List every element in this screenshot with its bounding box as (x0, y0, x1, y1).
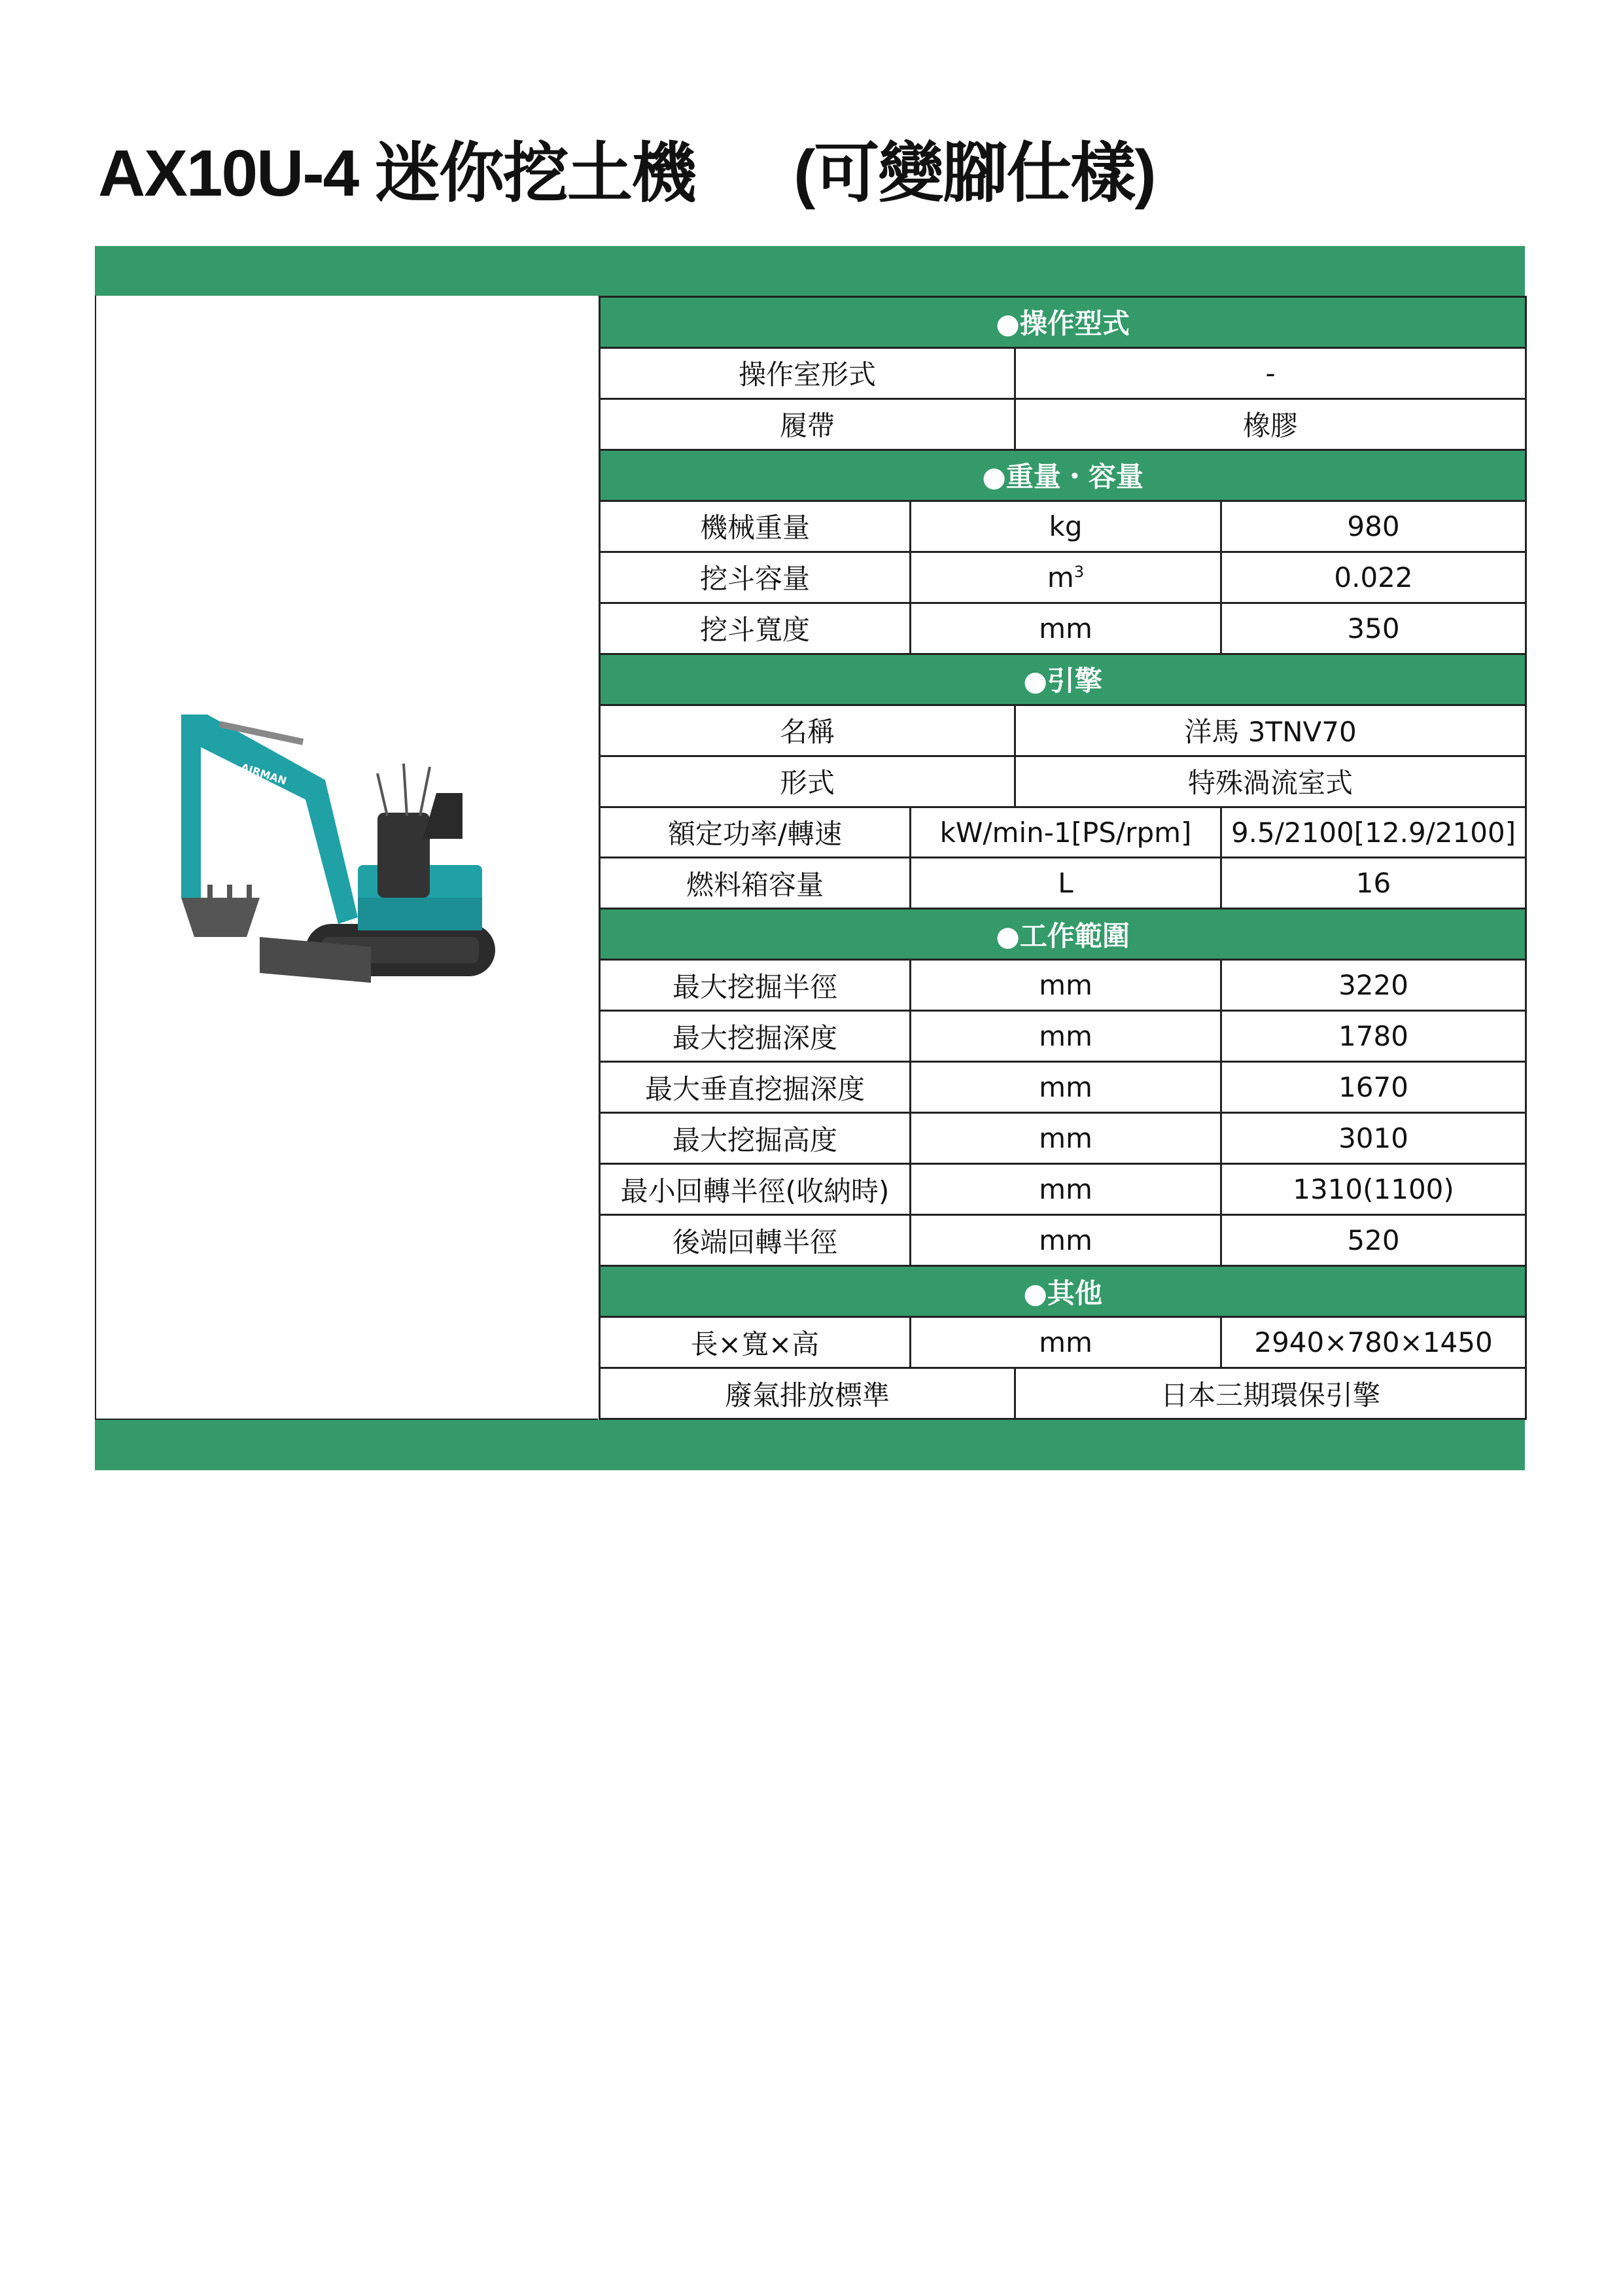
row-label: 履帶 (600, 398, 1015, 450)
row-label: 最大挖掘深度 (600, 1011, 911, 1062)
section-weight-header: ●重量・容量 (600, 450, 1526, 501)
top-green-bar (95, 246, 1525, 296)
row-label: 形式 (600, 756, 1015, 807)
spec-table (599, 296, 1527, 1420)
row-value: 520 (1221, 1215, 1526, 1266)
table-row (600, 960, 1526, 1011)
title-model: AX10U-4 迷你挖土機 (98, 137, 696, 210)
table-row (600, 858, 1526, 909)
row-value: 0.022 (1221, 552, 1526, 603)
row-value: 橡膠 (1015, 398, 1526, 450)
row-value: 特殊渦流室式 (1015, 756, 1526, 807)
row-label: 燃料箱容量 (600, 858, 911, 909)
row-value: 9.5/2100[12.9/2100] (1221, 807, 1526, 858)
row-value: 日本三期環保引擎 (1015, 1368, 1526, 1419)
table-row (600, 705, 1526, 756)
row-label: 額定功率/轉速 (600, 807, 911, 858)
svg-text:AIRMAN: AIRMAN (239, 760, 288, 788)
row-unit: mm (911, 1113, 1221, 1164)
table-row (600, 1368, 1526, 1419)
row-label: 挖斗寬度 (600, 603, 911, 654)
row-label: 最大挖掘半徑 (600, 960, 911, 1011)
row-value: 2940×780×1450 (1221, 1317, 1526, 1368)
row-value: 3220 (1221, 960, 1526, 1011)
table-row (600, 1062, 1526, 1113)
section-operation-header: ●操作型式 (600, 297, 1526, 348)
table-row (600, 1164, 1526, 1215)
row-label: 操作室形式 (600, 347, 1015, 398)
row-unit: mm (911, 960, 1221, 1011)
row-value: 洋馬 3TNV70 (1015, 705, 1526, 756)
section-engine-header: ●引擎 (600, 654, 1526, 705)
row-unit: mm (911, 603, 1221, 654)
row-label: 名稱 (600, 705, 1015, 756)
table-row (600, 1317, 1526, 1368)
row-unit: mm (911, 1215, 1221, 1266)
title-variant: (可變腳仕樣) (794, 137, 1155, 210)
row-unit: kg (911, 501, 1221, 552)
table-row (600, 552, 1526, 603)
table-row (600, 1113, 1526, 1164)
row-unit: mm (911, 1164, 1221, 1215)
row-value: 16 (1221, 858, 1526, 909)
table-row (600, 603, 1526, 654)
table-row (600, 807, 1526, 858)
row-label: 挖斗容量 (600, 552, 911, 603)
row-label: 最小回轉半徑(收納時) (600, 1164, 911, 1215)
bottom-green-bar (95, 1420, 1525, 1470)
page-title (98, 134, 1155, 213)
row-label: 廢氣排放標準 (600, 1368, 1015, 1419)
row-value: 350 (1221, 603, 1526, 654)
row-unit: kW/min-1[PS/rpm] (911, 807, 1221, 858)
row-label: 後端回轉半徑 (600, 1215, 911, 1266)
row-unit: L (911, 858, 1221, 909)
table-row (600, 756, 1526, 807)
section-other-header: ●其他 (600, 1266, 1526, 1317)
table-row (600, 347, 1526, 398)
row-value: 3010 (1221, 1113, 1526, 1164)
product-image-cell (95, 296, 598, 1420)
table-row (600, 501, 1526, 552)
excavator-image (162, 701, 502, 1002)
row-unit: $m^3$ (911, 552, 1221, 603)
row-label: 機械重量 (600, 501, 911, 552)
section-working-range-header: ●工作範圍 (600, 909, 1526, 960)
row-value: 980 (1221, 501, 1526, 552)
row-value: - (1015, 347, 1526, 398)
row-label: 長×寬×高 (600, 1317, 911, 1368)
row-value: 1670 (1221, 1062, 1526, 1113)
row-value: 1780 (1221, 1011, 1526, 1062)
table-row (600, 1215, 1526, 1266)
table-row (600, 1011, 1526, 1062)
row-unit: mm (911, 1062, 1221, 1113)
row-label: 最大垂直挖掘深度 (600, 1062, 911, 1113)
row-unit: mm (911, 1317, 1221, 1368)
table-row (600, 398, 1526, 450)
row-label: 最大挖掘高度 (600, 1113, 911, 1164)
row-value: 1310(1100) (1221, 1164, 1526, 1215)
row-unit: mm (911, 1011, 1221, 1062)
